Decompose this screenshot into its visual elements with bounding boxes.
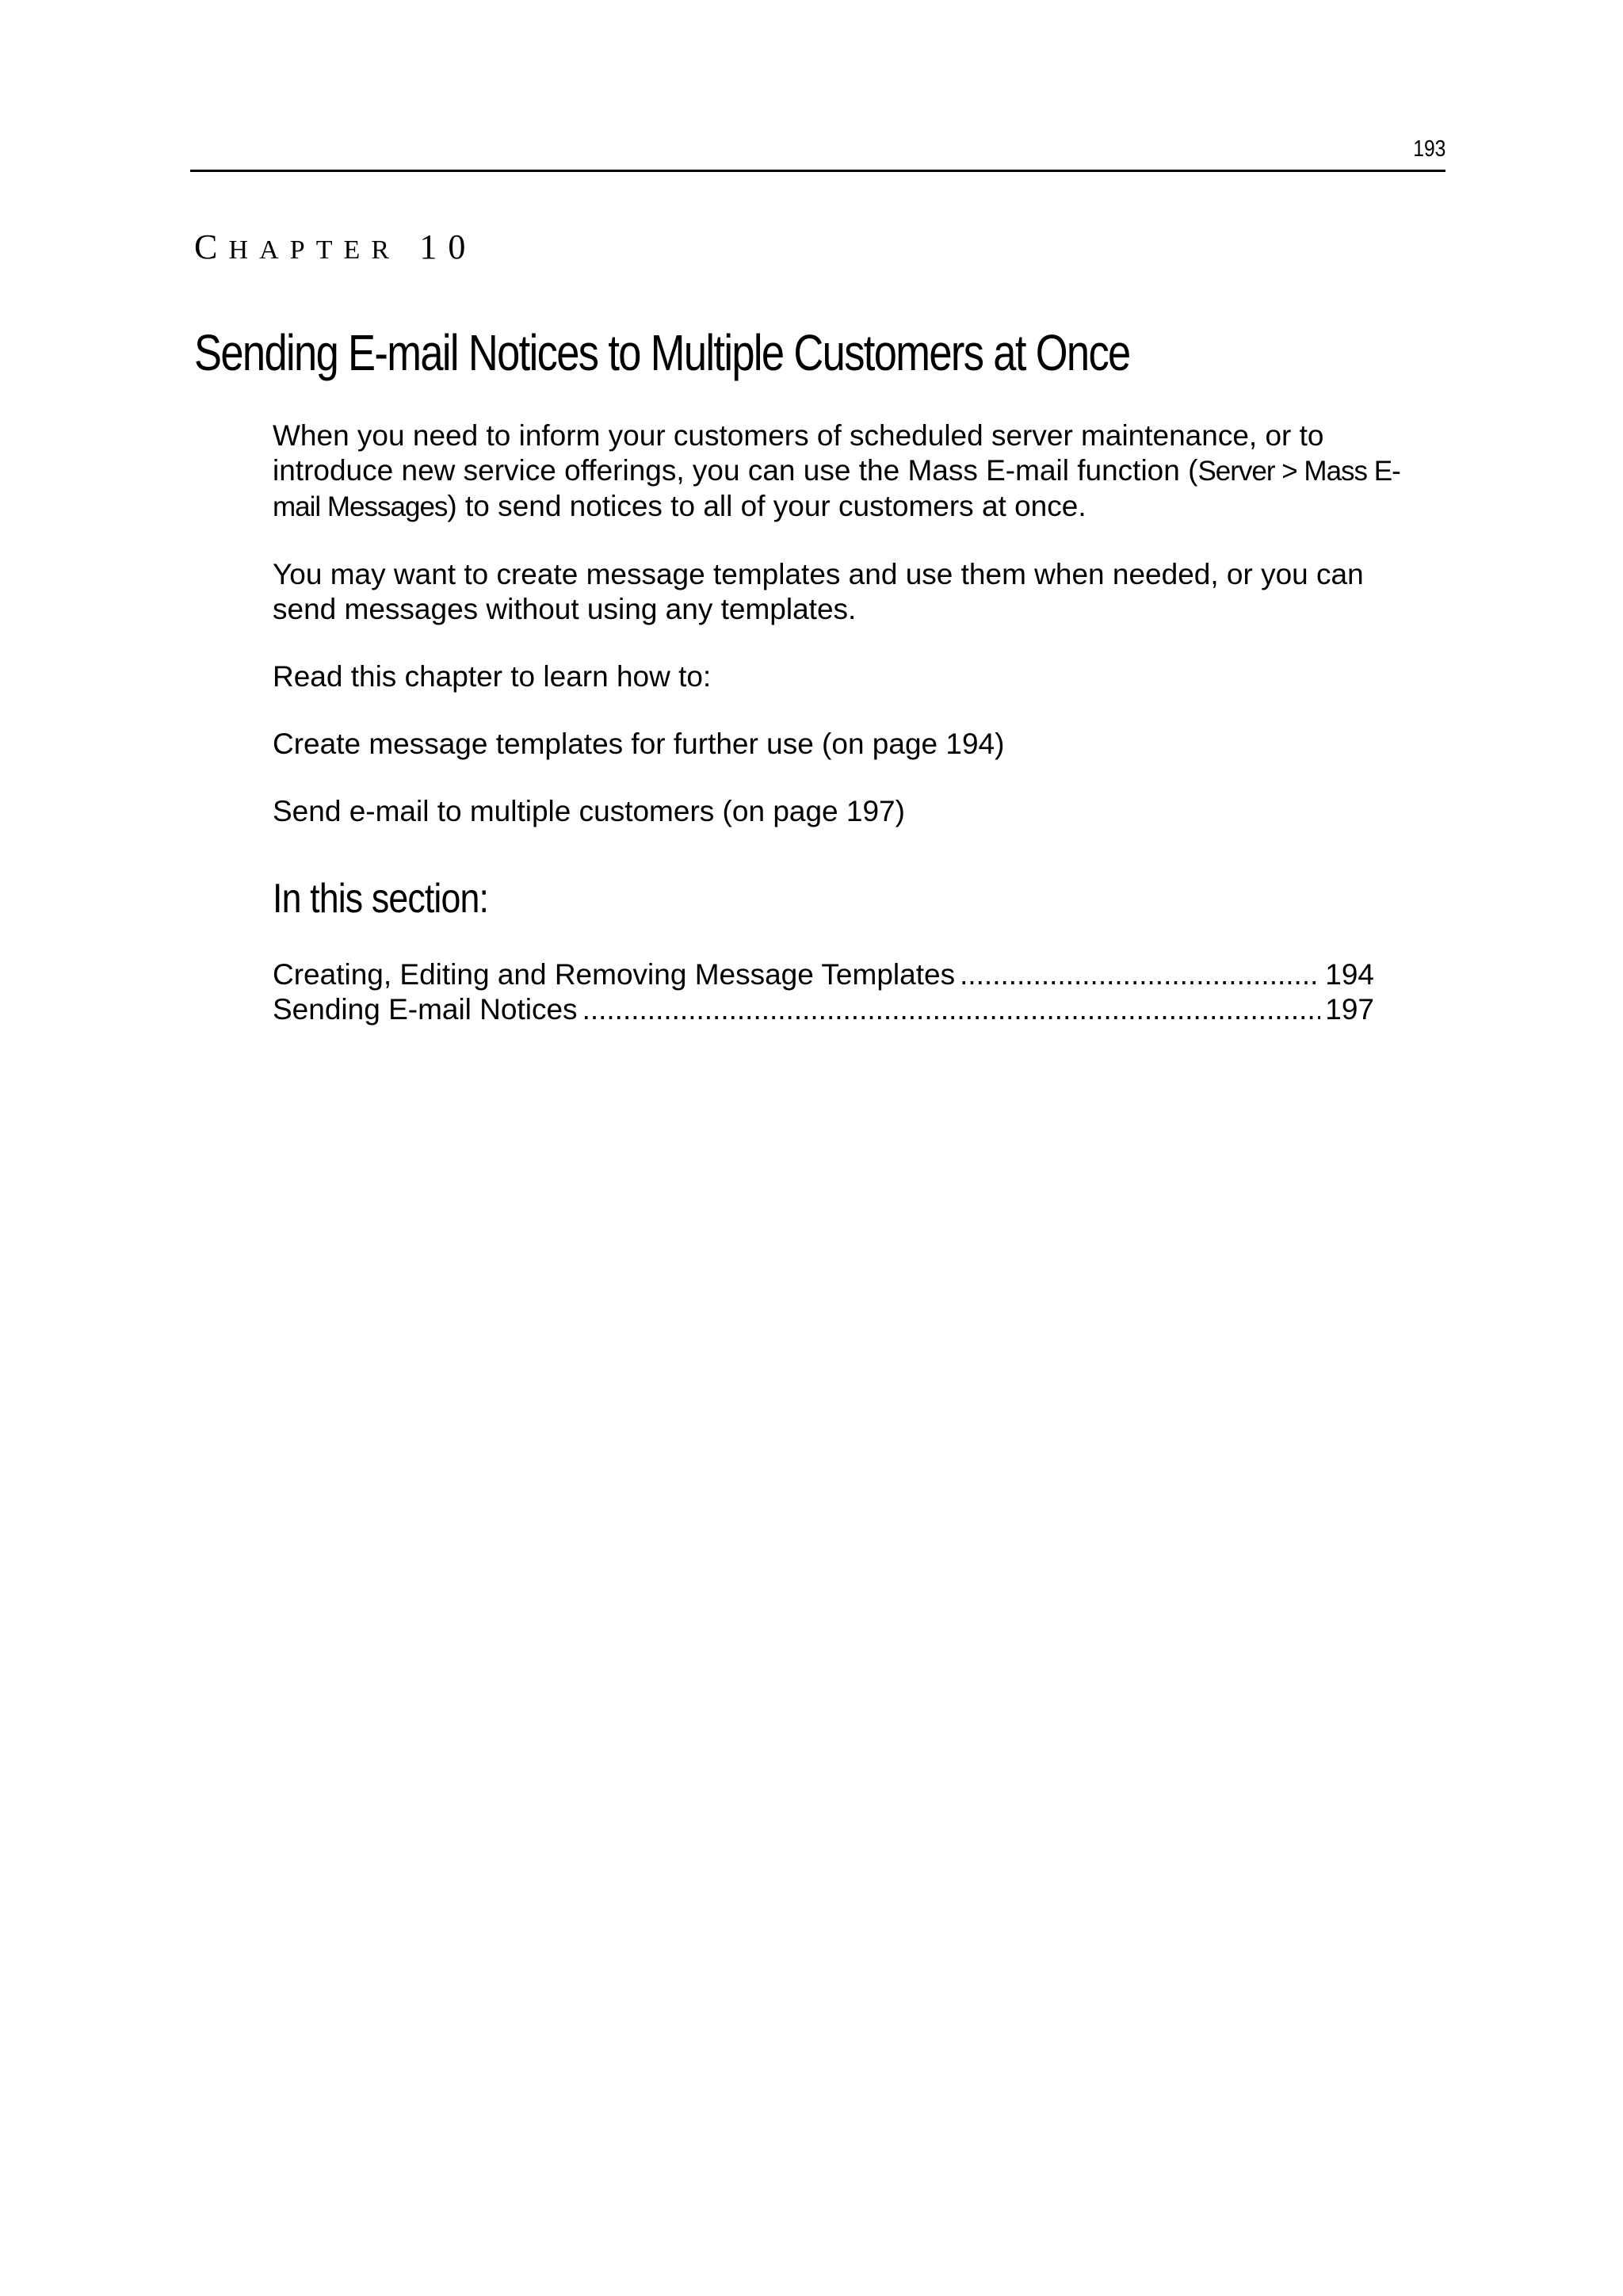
toc-entry-title: Creating, Editing and Removing Message Templates — [273, 958, 956, 991]
create-templates-link[interactable]: Create message templates for further use (on page 194) — [273, 728, 1005, 760]
toc-leader-dots — [960, 957, 1320, 992]
templates-paragraph: You may want to create message templates and use them when needed, or you can send messages without using any templates. — [273, 558, 1364, 625]
toc-entry-page: 194 — [1325, 958, 1374, 991]
toc-entry-sending-notices[interactable] — [273, 992, 1374, 1027]
chapter-number: 10 — [419, 227, 477, 266]
table-of-contents — [273, 957, 1374, 1027]
toc-leader-dots — [582, 992, 1321, 1027]
learn-how-paragraph: Read this chapter to learn how to: — [273, 660, 712, 693]
send-email-link[interactable]: Send e-mail to multiple customers (on page 197) — [273, 795, 905, 827]
chapter-label-rest: HAPTER — [228, 235, 401, 265]
toc-entry-page: 197 — [1325, 993, 1374, 1026]
chapter-label — [194, 227, 477, 267]
intro-paragraph — [273, 418, 1430, 525]
menu-path: Server > Mass E-mail Messages — [273, 456, 1400, 522]
intro-text-end: ) to send notices to all of your customers at once. — [447, 490, 1086, 522]
toc-entry-creating-templates[interactable] — [273, 957, 1374, 992]
toc-entry-title: Sending E-mail Notices — [273, 993, 578, 1026]
chapter-label-initial: C — [194, 227, 229, 266]
chapter-title: Sending E-mail Notices to Multiple Customers at Once — [194, 324, 1130, 381]
chapter-content — [273, 418, 1430, 1027]
intro-text-start: When you need to inform your customers of scheduled server maintenance, or to introduce new service offerings, you can use the Mass E-mail function ( — [273, 419, 1324, 487]
header-rule — [190, 170, 1445, 172]
section-heading: In this section: — [273, 876, 489, 922]
page-number: 193 — [1412, 136, 1445, 162]
